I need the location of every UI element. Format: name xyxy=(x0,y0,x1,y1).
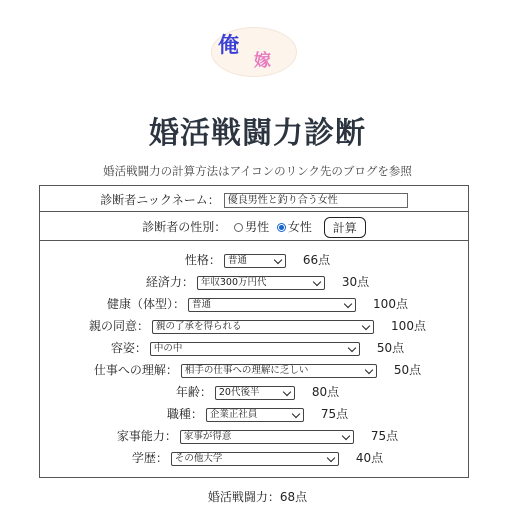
chevron-down-icon xyxy=(292,409,300,417)
attr-score: 66点 xyxy=(302,253,331,267)
attr-label: 家事能力： xyxy=(116,429,177,443)
occupation-select[interactable] xyxy=(206,408,304,422)
attr-row-health xyxy=(0,296,515,312)
attr-label: 年齢： xyxy=(175,385,212,399)
looks-select[interactable] xyxy=(150,342,360,356)
select-value: 相手の仕事への理解に乏しい xyxy=(184,364,309,376)
select-value: 家事が得意 xyxy=(183,430,232,442)
education-select[interactable] xyxy=(171,452,339,466)
attr-row-occupation xyxy=(0,406,515,422)
age-select[interactable] xyxy=(215,386,295,400)
gender-section xyxy=(39,212,469,241)
logo-char-yome: 嫁 xyxy=(254,51,271,71)
nickname-section xyxy=(39,185,469,212)
attr-label: 親の同意： xyxy=(89,319,150,333)
select-value: 中の中 xyxy=(153,342,183,354)
male-radio[interactable] xyxy=(234,223,243,232)
attr-score: 80点 xyxy=(311,385,340,399)
chevron-down-icon xyxy=(313,277,321,285)
select-value: 親の了承を得られる xyxy=(156,320,242,332)
attr-row-parents xyxy=(0,318,515,334)
attr-row-looks xyxy=(0,340,515,356)
housework-select[interactable] xyxy=(180,430,354,444)
attr-label: 職種： xyxy=(166,407,203,421)
attr-score: 75点 xyxy=(320,407,349,421)
result-text: 婚活戦闘力：68点 xyxy=(207,490,308,504)
attr-score: 100点 xyxy=(391,319,426,333)
attr-row-housework xyxy=(0,428,515,444)
female-radio-label[interactable]: 女性 xyxy=(287,220,312,234)
attr-row-age xyxy=(0,384,515,400)
economy-select[interactable] xyxy=(197,276,325,290)
attr-label: 容姿： xyxy=(110,341,147,355)
chevron-down-icon xyxy=(283,387,291,395)
work-understanding-select[interactable] xyxy=(181,364,377,378)
chevron-down-icon xyxy=(362,321,370,329)
attr-row-personality xyxy=(0,252,515,268)
select-value: 普通 xyxy=(227,254,247,266)
logo-char-ore: 俺 xyxy=(218,33,239,57)
personality-select[interactable] xyxy=(224,254,286,268)
attr-score: 50点 xyxy=(393,363,422,377)
attr-score: 50点 xyxy=(376,341,405,355)
select-value: 普通 xyxy=(192,298,212,310)
nickname-input[interactable]: 優良男性と釣り合う女性 xyxy=(224,193,408,208)
male-radio-label[interactable]: 男性 xyxy=(245,220,270,234)
attr-row-education xyxy=(0,450,515,466)
attr-row-economy xyxy=(0,274,515,290)
attr-label: 仕事への理解： xyxy=(93,363,178,377)
select-value: 年収300万円代 xyxy=(200,276,267,288)
chevron-down-icon xyxy=(327,453,335,461)
attr-label: 学歴： xyxy=(131,451,168,465)
health-select[interactable] xyxy=(188,298,356,312)
attr-score: 40点 xyxy=(355,451,384,465)
select-value: その他大学 xyxy=(174,452,223,464)
female-radio[interactable] xyxy=(277,223,286,232)
attr-label: 健康（体型）： xyxy=(107,297,186,311)
gender-label: 診断者の性別： xyxy=(142,220,227,234)
attr-row-work-understanding xyxy=(0,362,515,378)
nickname-label: 診断者ニックネーム： xyxy=(100,193,220,207)
chevron-down-icon xyxy=(365,365,373,373)
select-value: 20代後半 xyxy=(218,386,260,398)
attr-score: 100点 xyxy=(373,297,408,311)
calculate-button[interactable]: 計算 xyxy=(324,217,366,238)
page-subtitle: 婚活戦闘力の計算方法はアイコンのリンク先のブログを参照 xyxy=(103,164,412,178)
attr-label: 経済力： xyxy=(145,275,194,289)
chevron-down-icon xyxy=(274,255,282,263)
attr-score: 75点 xyxy=(370,429,399,443)
chevron-down-icon xyxy=(342,431,350,439)
attr-score: 30点 xyxy=(341,275,370,289)
select-value: 企業正社員 xyxy=(209,408,258,420)
page-title: 婚活戦闘力診断 xyxy=(149,116,366,151)
chevron-down-icon xyxy=(344,299,352,307)
attr-label: 性格： xyxy=(184,253,221,267)
parents-select[interactable] xyxy=(152,320,374,334)
chevron-down-icon xyxy=(348,343,356,351)
